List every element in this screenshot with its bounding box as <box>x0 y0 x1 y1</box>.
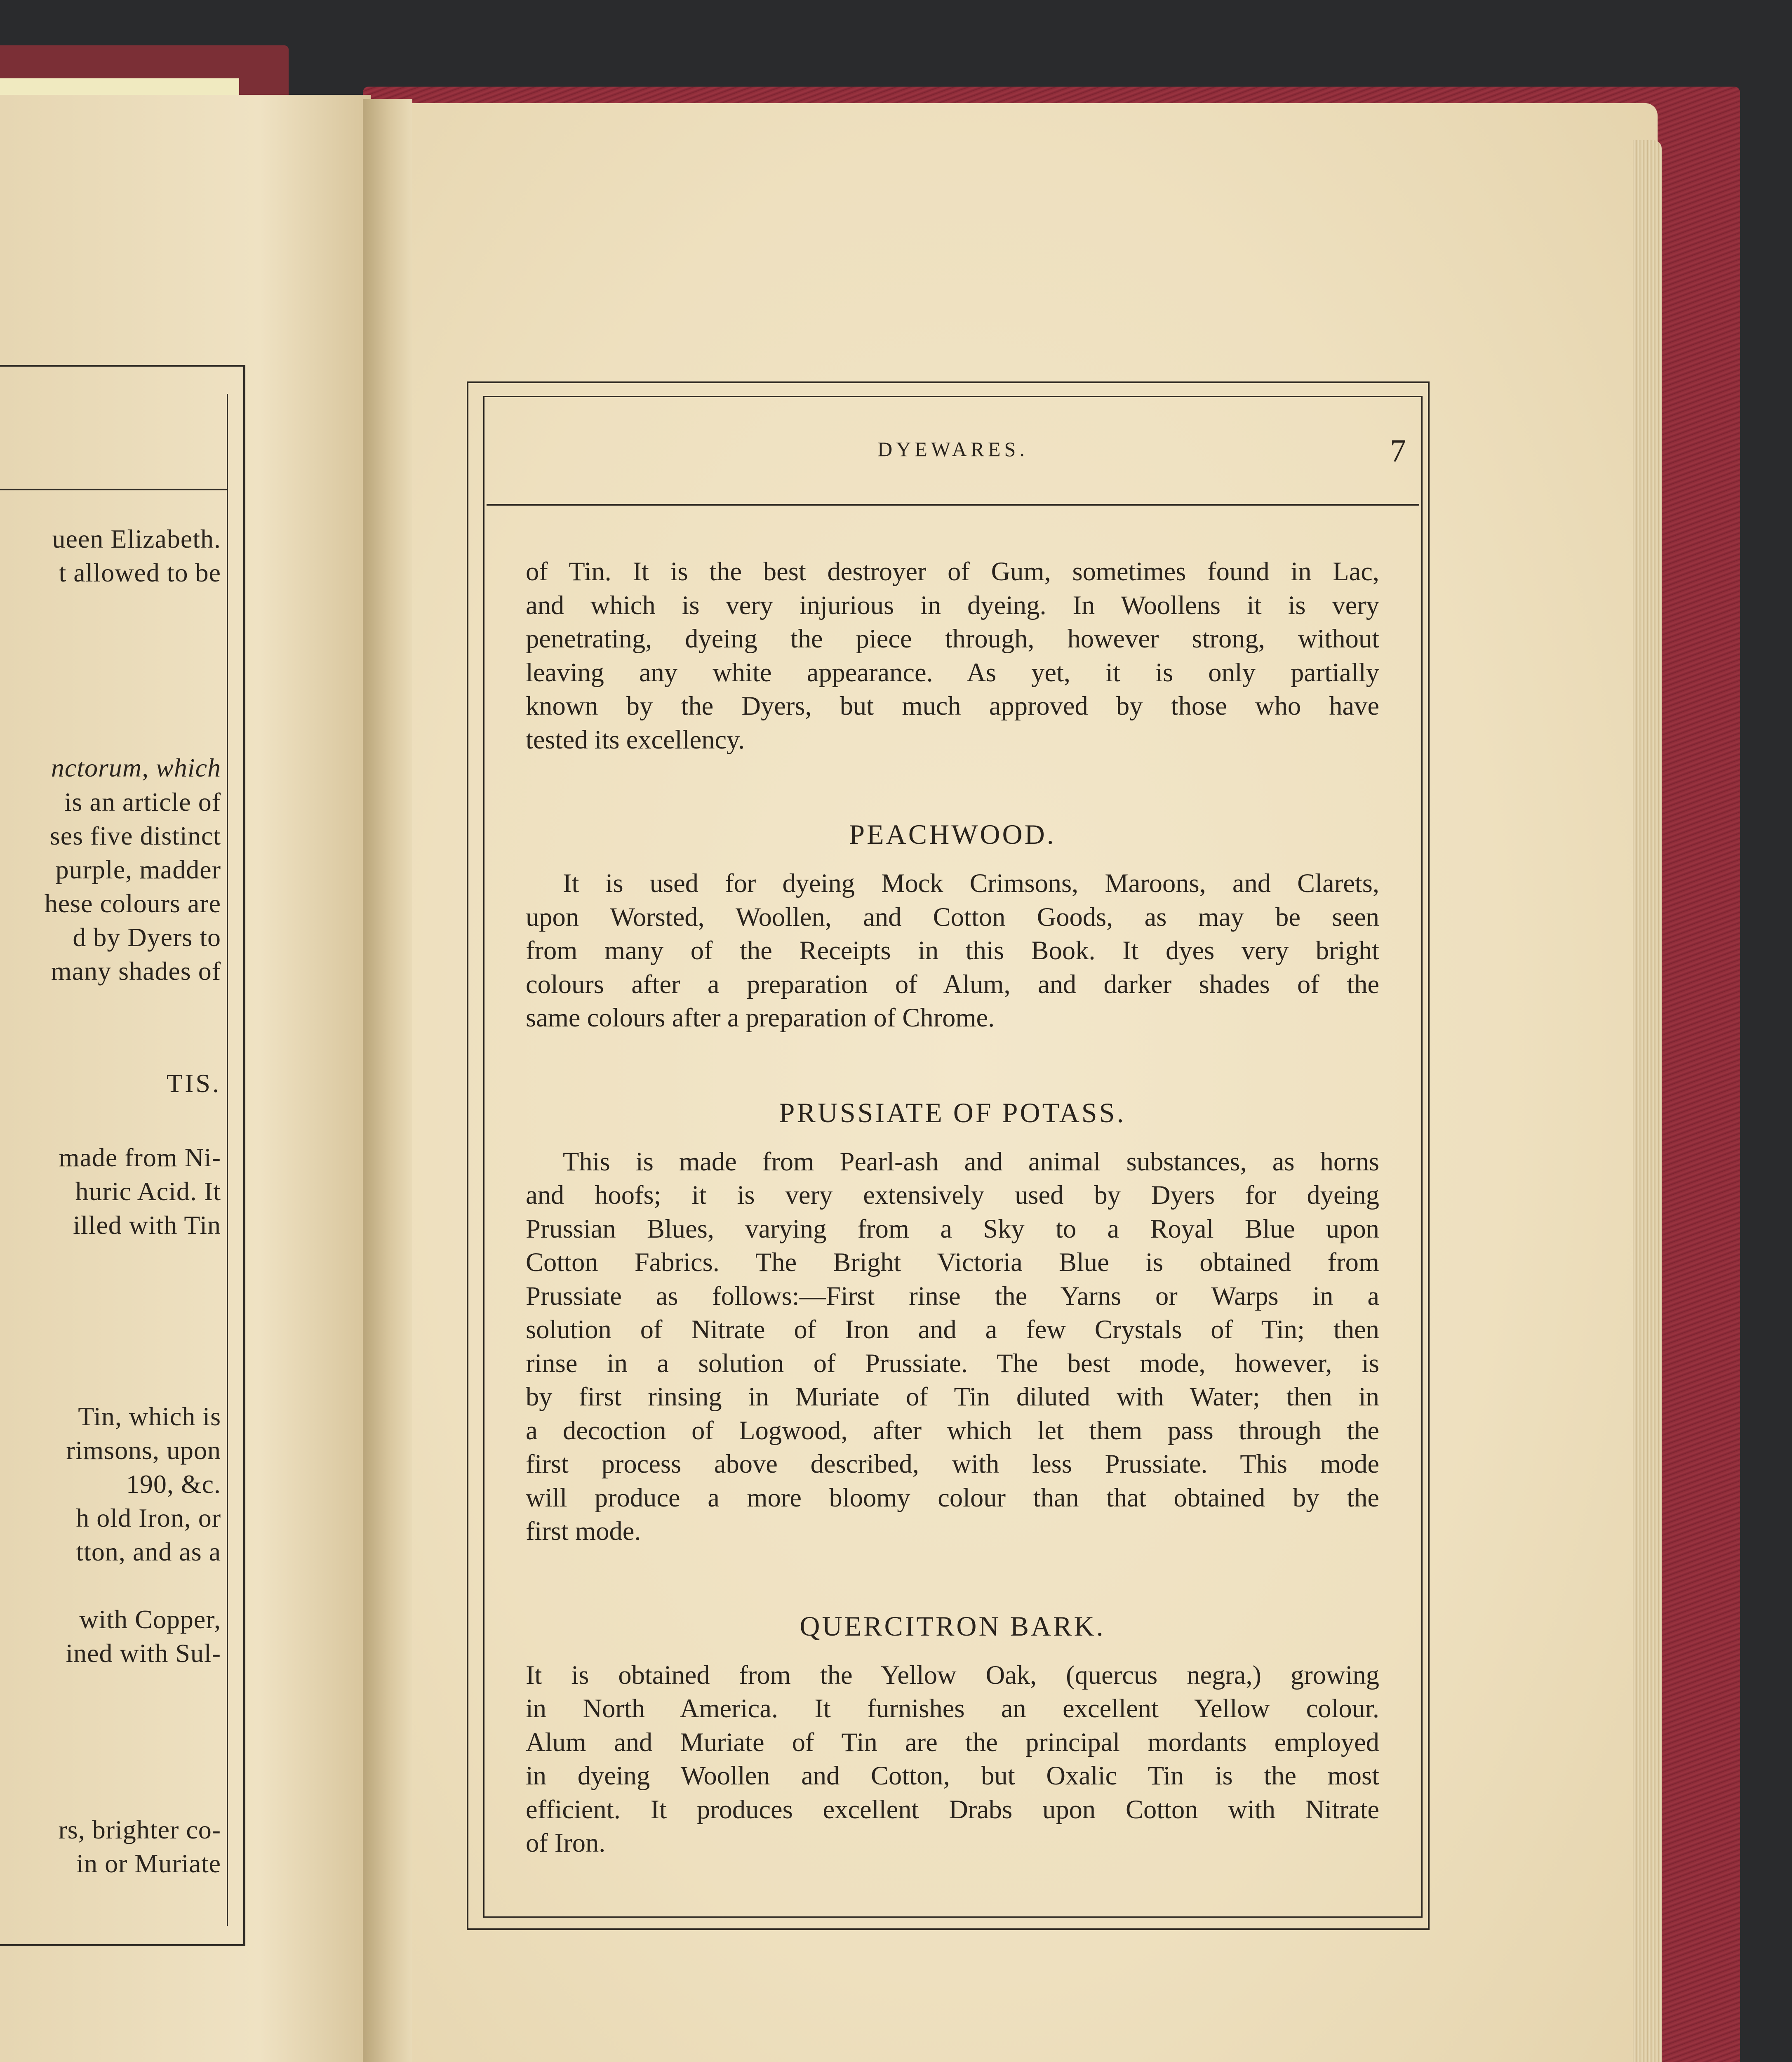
text-line: It is obtained from the Yellow Oak, (quercus negra,) growing <box>526 1660 1379 1690</box>
text-line: first process above described, with less Prussiate. This mode <box>526 1449 1379 1478</box>
text-line: This is made from Pearl-ash and animal substances, as horns <box>563 1146 1379 1176</box>
left-line: hese colours are <box>44 889 221 918</box>
left-line: t allowed to be <box>59 558 221 587</box>
intro-paragraph <box>526 555 1379 756</box>
left-line: in or Muriate <box>76 1849 221 1878</box>
text-line: known by the Dyers, but much approved by those who have <box>526 691 1379 720</box>
left-line: purple, madder <box>55 855 221 884</box>
left-heading: TIS. <box>167 1069 221 1098</box>
left-line: huric Acid. It <box>75 1177 221 1206</box>
running-head: DYEWARES. <box>877 438 1028 461</box>
text-line: leaving any white appearance. As yet, it is only partially <box>526 657 1379 687</box>
text-line: of Tin. It is the best destroyer of Gum, sometimes found in Lac, <box>526 557 1379 586</box>
text-line: in North America. It furnishes an excellent Yellow colour. <box>526 1694 1379 1723</box>
text-line: a decoction of Logwood, after which let them pass through the <box>526 1415 1379 1445</box>
header-rule <box>487 504 1419 506</box>
text-line: and hoofs; it is very extensively used by Dyers for dyeing <box>526 1180 1379 1210</box>
gutter-shadow <box>363 99 412 2062</box>
text-line: of Iron. <box>526 1828 606 1857</box>
left-line: made from Ni- <box>59 1143 221 1172</box>
prussiate-paragraph <box>526 1145 1379 1548</box>
left-header-rule <box>0 489 227 490</box>
text-line: Prussiate as follows:—First rinse the Yarns or Warps in a <box>526 1281 1379 1311</box>
left-line: tton, and as a <box>76 1537 221 1566</box>
left-line: Tin, which is <box>78 1402 221 1431</box>
left-line: illed with Tin <box>73 1210 221 1240</box>
text-line: solution of Nitrate of Iron and a few Crystals of Tin; then <box>526 1315 1379 1344</box>
peachwood-paragraph <box>526 866 1379 1035</box>
page-number: 7 <box>1390 433 1406 468</box>
left-line: rs, brighter co- <box>58 1815 221 1844</box>
text-line: Prussian Blues, varying from a Sky to a Royal Blue upon <box>526 1214 1379 1243</box>
text-line: efficient. It produces excellent Drabs upon Cotton with Nitrate <box>526 1794 1379 1824</box>
quercitron-paragraph <box>526 1658 1379 1860</box>
section-title-prussiate-of-potass: PRUSSIATE OF POTASS. <box>779 1097 1126 1128</box>
section-title-quercitron-bark: QUERCITRON BARK. <box>800 1610 1105 1642</box>
text-line: in dyeing Woollen and Cotton, but Oxalic Tin is the most <box>526 1761 1379 1790</box>
left-line: ses five distinct <box>49 821 221 850</box>
text-line: rinse in a solution of Prussiate. The best mode, however, is <box>526 1348 1379 1378</box>
section-title-peachwood: PEACHWOOD. <box>849 819 1056 850</box>
text-line: first mode. <box>526 1516 641 1546</box>
text-line: It is used for dyeing Mock Crimsons, Maroons, and Clarets, <box>563 869 1379 898</box>
text-line: same colours after a preparation of Chrome. <box>526 1003 995 1032</box>
text-line: Cotton Fabrics. The Bright Victoria Blue is obtained from <box>526 1248 1379 1277</box>
left-line: ueen Elizabeth. <box>52 524 221 553</box>
left-line: many shades of <box>51 956 221 986</box>
left-line: rimsons, upon <box>66 1436 221 1465</box>
text-line: will produce a more bloomy colour than that obtained by the <box>526 1483 1379 1512</box>
left-line: with Copper, <box>79 1605 221 1634</box>
text-line: penetrating, dyeing the piece through, however strong, without <box>526 624 1379 653</box>
text-line: upon Worsted, Woollen, and Cotton Goods, as may be seen <box>526 902 1379 932</box>
text-line: and which is very injurious in dyeing. In Woollens it is very <box>526 590 1379 620</box>
left-line: h old Iron, or <box>76 1503 221 1532</box>
left-line: ined with Sul- <box>66 1638 221 1668</box>
page-body <box>526 555 1379 1860</box>
left-line: 190, &c. <box>126 1469 221 1499</box>
left-line: is an article of <box>64 787 221 817</box>
left-line: nctorum, which <box>51 753 221 782</box>
page-edges <box>1633 140 1662 2062</box>
text-line: Alum and Muriate of Tin are the principal mordants employed <box>526 1727 1379 1757</box>
text-line: from many of the Receipts in this Book. It dyes very bright <box>526 936 1379 965</box>
text-line: by first rinsing in Muriate of Tin diluted with Water; then in <box>526 1382 1379 1411</box>
text-line: tested its excellency. <box>526 725 745 754</box>
left-line: d by Dyers to <box>73 923 221 952</box>
text-line: colours after a preparation of Alum, and darker shades of the <box>526 969 1379 999</box>
